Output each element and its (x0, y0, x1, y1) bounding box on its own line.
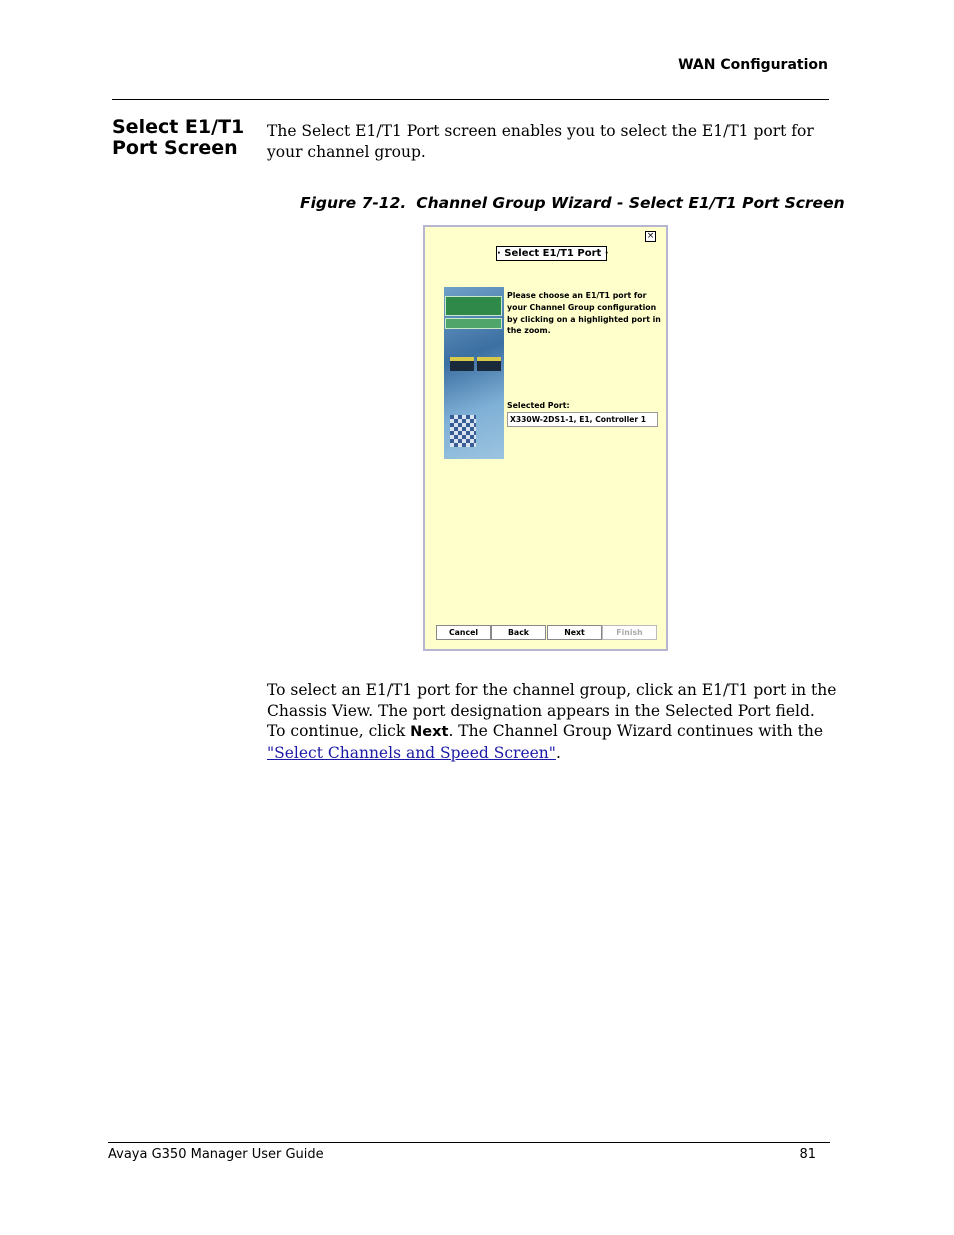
para-end: . (555, 743, 561, 762)
back-button[interactable]: Back (491, 625, 546, 640)
figure-number: Figure 7-12. (300, 194, 407, 212)
section-heading-line1: Select E1/T1 (112, 116, 245, 138)
dialog-instructions: Please choose an E1/T1 port for your Channel Group configuration by clicking on a highlighted port in the zoom. (507, 291, 661, 336)
e1-t1-port[interactable] (450, 357, 474, 371)
chassis-view-image (444, 287, 504, 459)
select-port-dialog (423, 225, 668, 651)
chassis-sign-graphic (445, 296, 502, 316)
page-number: 81 (799, 1147, 816, 1162)
cancel-button[interactable]: Cancel (436, 625, 491, 640)
close-icon[interactable]: × (646, 231, 655, 241)
next-button[interactable]: Next (547, 625, 602, 640)
figure-title: Channel Group Wizard - Select E1/T1 Port Screen (416, 194, 845, 212)
finish-button: Finish (602, 625, 657, 640)
section-heading-line2: Port Screen (112, 137, 238, 159)
next-ui-term: Next (410, 724, 449, 740)
intro-paragraph: The Select E1/T1 Port screen enables you to select the E1/T1 port for your channel group. (267, 122, 814, 161)
section-heading (112, 117, 262, 159)
e1-t1-port[interactable] (477, 357, 501, 371)
running-head: WAN Configuration (678, 57, 828, 73)
checker-graphic (450, 415, 476, 447)
select-channels-link[interactable]: "Select Channels and Speed Screen" (267, 743, 556, 762)
para-text: To select an E1/T1 port for the channel group, click an E1/T1 port in the Chassis View. The port designation appears in the Selected Port field. To continue, click (267, 681, 837, 740)
chassis-sign-graphic (445, 318, 502, 329)
selected-port-field[interactable]: X330W-2DS1-1, E1, Controller 1 (507, 412, 658, 427)
header-rule (112, 99, 829, 100)
figure-caption (300, 194, 845, 212)
para-text-continued: . The Channel Group Wizard continues with the (448, 722, 824, 740)
dialog-title: · Select E1/T1 Port · (497, 248, 609, 259)
selected-port-label: Selected Port: (507, 401, 570, 410)
instruction-paragraph (267, 680, 837, 763)
footer-guide-title: Avaya G350 Manager User Guide (108, 1147, 324, 1162)
footer-rule (108, 1142, 830, 1143)
